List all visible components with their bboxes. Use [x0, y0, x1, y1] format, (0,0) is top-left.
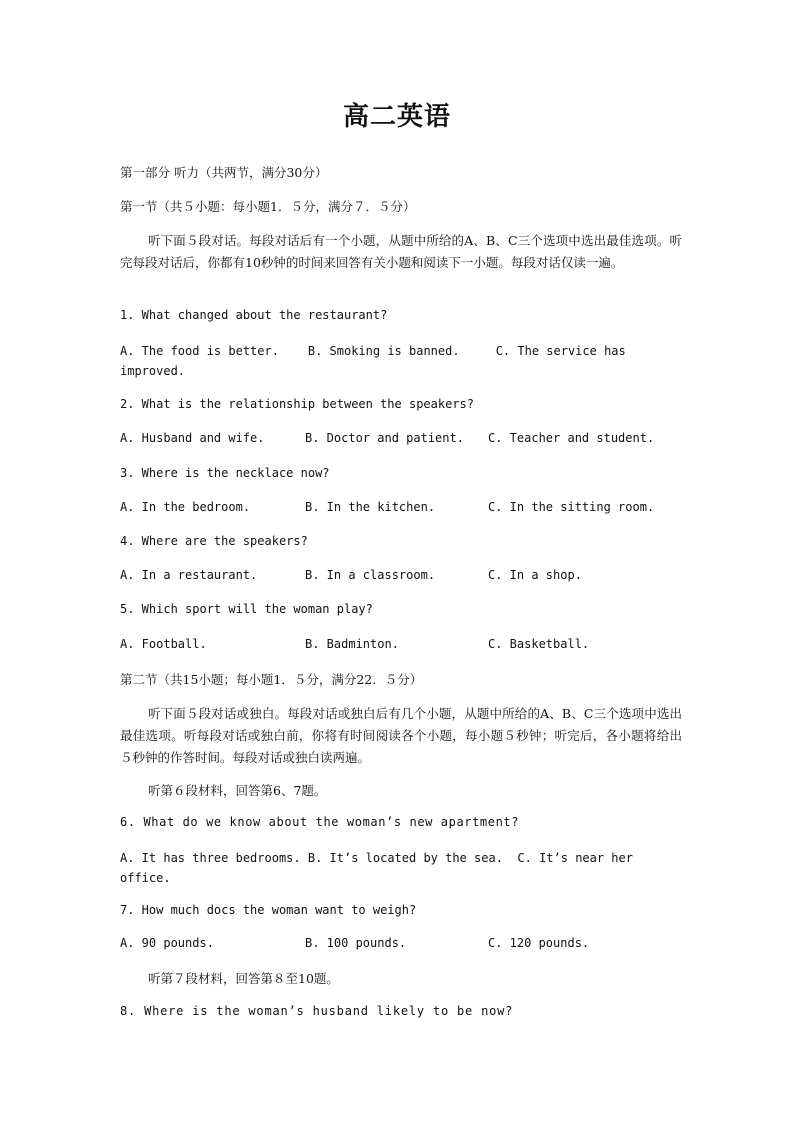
option-a: A. It has three bedrooms. [120, 851, 301, 865]
option-b: B. Badminton. [305, 637, 399, 651]
question-1: 1. What changed about the restaurant? [120, 308, 388, 322]
option-a: A. In the bedroom. [120, 500, 251, 514]
question-5: 5. Which sport will the woman play? [120, 602, 373, 616]
option-b: B. It’s located by the sea. [307, 851, 503, 865]
question-8: 8. Where is the woman’s husband likely to be now? [120, 1004, 514, 1018]
option-a: A. In a restaurant. [120, 568, 258, 582]
option-c: C. The service has improved. [120, 344, 626, 378]
option-b: B. In the kitchen. [305, 500, 436, 514]
material-6-heading: 听第６段材料，回答第6、7题。 [148, 783, 327, 798]
option-a: A. The food is better. [120, 344, 279, 358]
option-c: C. In the sitting room. [488, 500, 655, 514]
page-title: 高二英语 [342, 102, 451, 132]
question-7: 7. How much docs the woman want to weigh? [120, 903, 417, 917]
section1-instructions: 听下面５段对话。每段对话后有一个小题，从题中所给的A、B、C三个选项中选出最佳选项。听完每段对话后，你都有10秒钟的时间来回答有关小题和阅读下一小题。每段对话仅读一遍。 [120, 233, 682, 270]
section1-heading: 第一节（共５小题：每小题1．５分，满分７．５分） [120, 199, 416, 214]
question-6: 6. What do we know about the woman’s new apartment? [120, 815, 520, 829]
material-7-heading: 听第７段材料，回答第８至10题。 [148, 971, 339, 986]
question-4: 4. Where are the speakers? [120, 534, 308, 548]
option-b: B. Doctor and patient. [305, 431, 464, 445]
section2-instructions: 听下面５段对话或独白。每段对话或独白后有几个小题，从题中所给的A、B、C三个选项中选出最佳选项。听每段对话或独白前，你将有时间阅读各个小题，每小题５秒钟；听完后，各小题将给出５秒钟的作答时间。每段对话或独白读两遍。 [120, 706, 682, 765]
option-c: C. Basketball. [488, 637, 590, 651]
option-a: A. Husband and wife. [120, 431, 265, 445]
option-a: A. Football. [120, 637, 207, 651]
question-3: 3. Where is the necklace now? [120, 466, 330, 480]
option-c: C. It’s near her office. [120, 851, 633, 885]
question-2: 2. What is the relationship between the speakers? [120, 397, 475, 411]
question-6-options [120, 848, 680, 888]
option-c: C. In a shop. [488, 568, 582, 582]
option-c: C. Teacher and student. [488, 431, 655, 445]
option-b: B. Smoking is banned. [307, 344, 460, 358]
option-a: A. 90 pounds. [120, 936, 214, 950]
option-c: C. 120 pounds. [488, 936, 590, 950]
part1-heading: 第一部分 听力（共两节，满分30分） [120, 165, 328, 180]
option-b: B. 100 pounds. [305, 936, 407, 950]
question-1-options [120, 341, 680, 381]
section2-heading: 第二节（共15小题；每小题1．５分，满分22．５分） [120, 672, 423, 687]
option-b: B. In a classroom. [305, 568, 436, 582]
